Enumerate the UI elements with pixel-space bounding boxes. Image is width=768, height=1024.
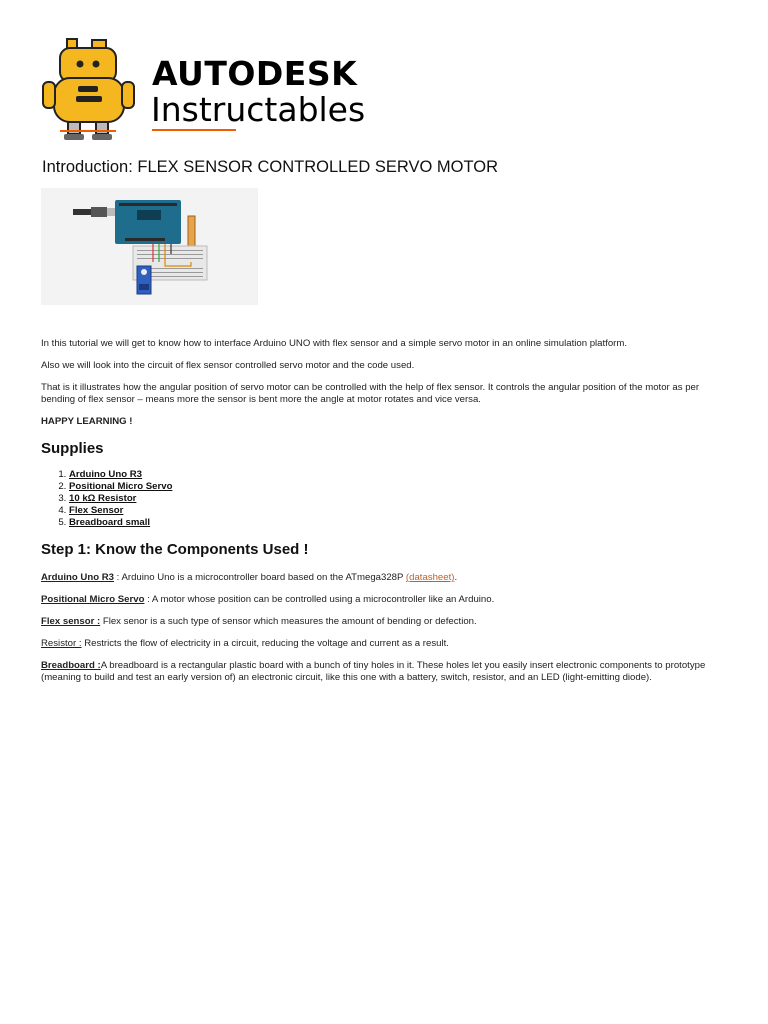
instructables-logo[interactable] [40,36,400,146]
supplies-list [41,469,727,529]
resistor-text: Restricts the flow of electricity in a circuit, reducing the voltage and current as a result. [81,638,449,649]
flex-text: Flex senor is a such type of sensor which measures the amount of bending or defection. [100,616,477,627]
supply-link-resistor[interactable]: 10 kΩ Resistor [69,493,137,504]
term-flex-sensor[interactable]: Flex sensor : [41,616,101,627]
component-arduino [41,572,727,584]
intro-paragraph-3: That is it illustrates how the angular position of servo motor can be controlled with the help of flex sensor. It controls the angular position of the motor as per bending of flex sensor – means more the sensor is bent more the angle at motor rotates and vice versa. [41,382,700,405]
supply-link-flex-sensor[interactable]: Flex Sensor [69,505,124,516]
intro-paragraph-1: In this tutorial we will get to know how to interface Arduino UNO with flex sensor and a simple servo motor in an online simulation platform. [41,338,628,349]
term-servo[interactable]: Positional Micro Servo [41,594,145,605]
breadboard-text: A breadboard is a rectangular plastic board with a bunch of tiny holes in it. These holes let you easily insert electronic components to prototype (meaning to build and test an early version of) an electronic circuit, like this one with a battery, switch, resistor, and an LED (light-emitting diode). [41,660,706,683]
circuit-diagram-icon [41,188,258,305]
brand-company: AUTODESK [152,54,358,93]
circuit-image [41,188,258,305]
supplies-heading: Supplies [41,440,104,457]
happy-learning-text: HAPPY LEARNING ! [41,416,133,427]
supply-link-arduino[interactable]: Arduino Uno R3 [69,469,143,480]
servo-text: : A motor whose position can be controlled using a microcontroller like an Arduino. [144,594,495,605]
supply-link-breadboard[interactable]: Breadboard small [69,517,151,528]
component-flex-sensor [41,616,727,628]
arduino-tail: . [454,572,458,583]
term-breadboard[interactable]: Breadboard : [41,660,101,671]
arduino-text: : Arduino Uno is a microcontroller board based on the ATmega328P [114,572,406,583]
supply-link-servo[interactable]: Positional Micro Servo [69,481,173,492]
article-content [41,338,727,694]
term-arduino[interactable]: Arduino Uno R3 [41,572,115,583]
supply-item [69,481,727,493]
supply-item [69,505,727,517]
term-resistor[interactable]: Resistor : [41,638,82,649]
component-resistor [41,638,727,650]
robot-mascot-icon [40,36,140,146]
datasheet-link[interactable]: (datasheet) [405,572,455,583]
supply-item [69,469,727,481]
brand-underline [152,129,236,131]
page-title: Introduction: FLEX SENSOR CONTROLLED SERVO MOTOR [42,158,499,176]
supply-item [69,493,727,505]
step1-heading: Step 1: Know the Components Used ! [41,541,309,558]
component-servo [41,594,727,606]
component-breadboard [41,660,727,684]
supply-item [69,517,727,529]
intro-paragraph-2: Also we will look into the circuit of flex sensor controlled servo motor and the code used. [41,360,415,371]
brand-product: Instructables [151,90,366,129]
